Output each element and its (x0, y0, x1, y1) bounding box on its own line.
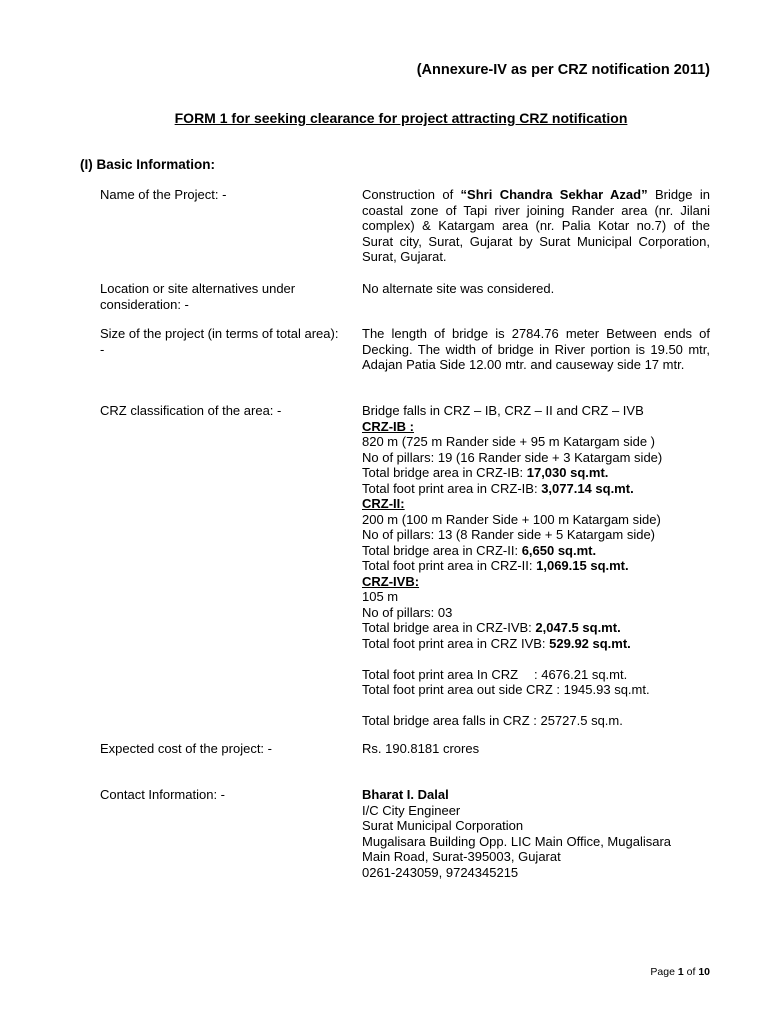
crz-ii-area-label: Total bridge area in CRZ-II: (362, 542, 522, 558)
contact-value (362, 787, 710, 880)
annexure-heading: (Annexure-IV as per CRZ notification 2011) (416, 62, 710, 78)
crz-total-area: Total bridge area falls in CRZ : 25727.5 sq.m. (362, 713, 623, 728)
section-heading: (I) Basic Information: (80, 157, 216, 172)
crz-ii-heading: CRZ-II: (362, 496, 405, 511)
page-total: 10 (698, 966, 710, 978)
crz-ii-length: 200 m (100 m Rander Side + 100 m Katargam side) (362, 511, 661, 527)
crz-ii-area (362, 543, 710, 559)
name-value (362, 187, 710, 265)
crz-ib-fp-label: Total foot print area in CRZ-IB: (362, 480, 542, 496)
page-of-word: of (683, 966, 699, 978)
crz-ivb-footprint (362, 636, 710, 652)
page-word: Page (650, 966, 678, 978)
name-value-post: Bridge in coastal zone of Tapi river joining Rander area (nr. Jilani complex) & Katargam area (nr. Palia Kotar no.7) of the Surat city, Surat, Gujarat by Surat Municipal Corporation, Surat, Gujarat. (362, 187, 710, 264)
page-number (650, 966, 710, 978)
location-value: No alternate site was considered. (362, 281, 555, 296)
size-value: The length of bridge is 2784.76 meter Between ends of Decking. The width of bridge in River portion is 19.50 mtr, Adajan Patia Side 12.00 mtr. and causeway side 17 mtr. (362, 326, 710, 372)
crz-ib-area (362, 465, 710, 481)
crz-ii-pillars: No of pillars: 13 (8 Rander side + 5 Katargam side) (362, 527, 656, 542)
crz-ivb-heading: CRZ-IVB: (362, 573, 420, 589)
crz-ib-pillars: No of pillars: 19 (16 Rander side + 3 Katargam side) (362, 449, 663, 465)
contact-name: Bharat I. Dalal (362, 787, 449, 802)
form-title: FORM 1 for seeking clearance for project attracting CRZ notification (174, 110, 628, 126)
crz-label: CRZ classification of the area: - (100, 403, 282, 418)
crz-ib-footprint (362, 481, 710, 497)
crz-ib-fp-value: 3,077.14 sq.mt. (541, 480, 634, 496)
cost-label: Expected cost of the project: - (100, 741, 272, 756)
crz-ii-fp-value: 1,069.15 sq.mt. (536, 558, 629, 573)
crz-ivb-pillars: No of pillars: 03 (362, 604, 453, 620)
contact-org: Surat Municipal Corporation (362, 818, 524, 833)
cost-value: Rs. 190.8181 crores (362, 741, 480, 756)
crz-ib-area-value: 17,030 sq.mt. (526, 465, 609, 480)
size-label: Size of the project (in terms of total area): - (100, 326, 339, 357)
contact-label: Contact Information: - (100, 787, 225, 802)
crz-ivb-fp-value: 529.92 sq.mt. (549, 635, 631, 651)
crz-intro: Bridge falls in CRZ – IB, CRZ – II and CRZ – IVB (362, 403, 644, 418)
crz-footprint-in (362, 667, 710, 683)
page-current: 1 (677, 966, 684, 978)
crz-ib-heading: CRZ-IB : (362, 418, 414, 434)
bridge-name: “Shri Chandra Sekhar Azad” (460, 187, 648, 202)
crz-ib-area-label: Total bridge area in CRZ-IB: (362, 465, 527, 480)
contact-address-1: Mugalisara Building Opp. LIC Main Office, Mugalisara (362, 833, 672, 849)
crz-footprint-in-value: : 4676.21 sq.mt. (534, 666, 628, 682)
crz-value (362, 403, 710, 729)
name-value-pre: Construction of (362, 187, 461, 202)
crz-ivb-area-label: Total bridge area in CRZ-IVB: (362, 620, 536, 635)
crz-ib-length: 820 m (725 m Rander side + 95 m Katargam side ) (362, 434, 656, 449)
crz-ivb-fp-label: Total foot print area in CRZ IVB: (362, 635, 550, 651)
crz-ii-footprint (362, 558, 710, 574)
contact-address-2: Main Road, Surat-395003, Gujarat (362, 849, 561, 864)
name-label: Name of the Project: - (100, 187, 227, 202)
crz-footprint-out: Total foot print area out side CRZ : 1945.93 sq.mt. (362, 682, 650, 697)
contact-designation: I/C City Engineer (362, 802, 461, 818)
crz-ii-fp-label: Total foot print area in CRZ-II: (362, 558, 537, 573)
contact-phone: 0261-243059, 9724345215 (362, 864, 519, 880)
crz-ivb-area-value: 2,047.5 sq.mt. (535, 620, 621, 635)
crz-ivb-area (362, 620, 710, 636)
location-label: Location or site alternatives under consideration: - (100, 281, 296, 312)
crz-ii-area-value: 6,650 sq.mt. (521, 542, 597, 558)
crz-ivb-length: 105 m (362, 589, 399, 604)
crz-footprint-in-label: Total foot print area In CRZ (362, 666, 519, 682)
